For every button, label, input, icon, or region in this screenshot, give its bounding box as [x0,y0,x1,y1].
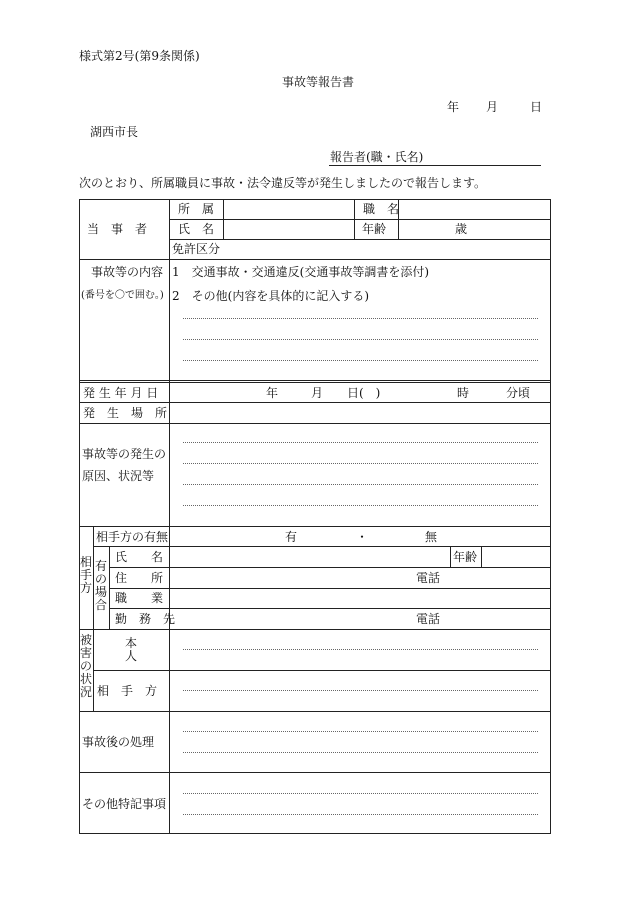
occurrence-minute: 分頃 [506,386,531,400]
col-line [223,199,224,239]
counterparty-label: 相手方 [79,555,92,595]
age-label: 年齢 [362,222,387,236]
addressee: 湖西市長 [90,125,139,139]
table-border-left [79,199,80,834]
content-option-1: 1 交通事故・交通違反(交通事故等調書を添付) [172,265,429,279]
writing-line [183,442,538,443]
writing-line [183,690,538,691]
row-line [93,670,551,671]
occurrence-date-label: 発 生 年 月 日 [83,386,159,400]
counterparty-age-label: 年齢 [453,550,478,564]
if-yes-label: 有の場合 [94,559,107,612]
writing-line [183,484,538,485]
occurrence-day: 日( ) [347,386,381,400]
intro-text: 次のとおり、所属職員に事故・法令違反等が発生しましたので報告します。 [79,176,487,190]
writing-line [183,318,538,319]
writing-line [183,505,538,506]
row-line [79,380,551,381]
license-label: 免許区分 [172,242,221,256]
counterparty-occupation-label: 職 業 [115,591,164,605]
col-line [93,629,94,711]
occurrence-place-label: 発 生 場 所 [83,406,168,420]
row-line [109,567,551,568]
table-border-bottom [79,833,551,834]
counterparty-separator: ・ [356,530,369,544]
counterparty-no: 無 [425,530,438,544]
report-form-table [79,199,551,834]
col-line [354,199,355,239]
content-note: (番号を〇で囲む。) [81,290,164,301]
counterparty-workplace-label: 勤 務 先 [115,612,176,626]
cause-label-line2: 原因、状況等 [82,469,155,483]
occurrence-year: 年 [266,386,279,400]
content-option-2: 2 その他(内容を具体的に記入する) [172,289,369,303]
age-unit: 歳 [455,222,468,236]
row-line [109,588,551,589]
occurrence-month: 月 [311,386,324,400]
table-border-right [550,199,551,834]
counterparty-yes: 有 [285,530,298,544]
damage-label: 被害の状況 [79,633,92,699]
counterparty-address-label: 住 所 [115,571,164,585]
writing-line [183,463,538,464]
writing-line [183,731,538,732]
row-line [169,239,551,240]
row-line [169,219,551,220]
position-label: 職 名 [363,202,400,216]
counterparty-phone-label: 電話 [416,571,441,585]
row-line [79,402,551,403]
occurrence-hour: 時 [457,386,470,400]
row-line [109,608,551,609]
col-line [109,546,110,629]
content-label: 事故等の内容 [91,265,164,279]
after-label: 事故後の処理 [82,735,155,749]
row-line [79,629,551,630]
row-line [79,382,551,383]
reporter-label: 報告者(職・氏名) [330,150,424,164]
col-line [481,546,482,567]
date-year-label: 年 [447,100,460,114]
row-line [79,423,551,424]
date-month-label: 月 [486,100,499,114]
label-column-divider [169,199,170,834]
counterparty-presence-label: 相手方の有無 [96,530,169,544]
row-line [79,772,551,773]
row-line [79,259,551,260]
cause-label-line1: 事故等の発生の [82,447,167,461]
row-line [79,526,551,527]
form-number: 様式第2号(第9条関係) [79,49,200,63]
date-day-label: 日 [530,100,543,114]
writing-line [183,649,538,650]
document-title: 事故等報告書 [282,75,355,89]
damage-self-label: 本人 [124,636,137,663]
table-border-top [79,199,551,200]
counterparty-workplace-phone-label: 電話 [416,612,441,626]
writing-line [183,752,538,753]
reporter-underline [329,165,541,166]
counterparty-name-label: 氏 名 [115,550,164,564]
name-label: 氏 名 [178,222,215,236]
damage-other-label: 相 手 方 [97,684,158,698]
other-label: その他特記事項 [82,797,167,811]
col-line [450,546,451,567]
affiliation-label: 所 属 [178,202,215,216]
row-line [93,546,551,547]
parties-label: 当 事 者 [87,222,148,236]
writing-line [183,360,538,361]
writing-line [183,339,538,340]
writing-line [183,793,538,794]
row-line [79,711,551,712]
writing-line [183,814,538,815]
